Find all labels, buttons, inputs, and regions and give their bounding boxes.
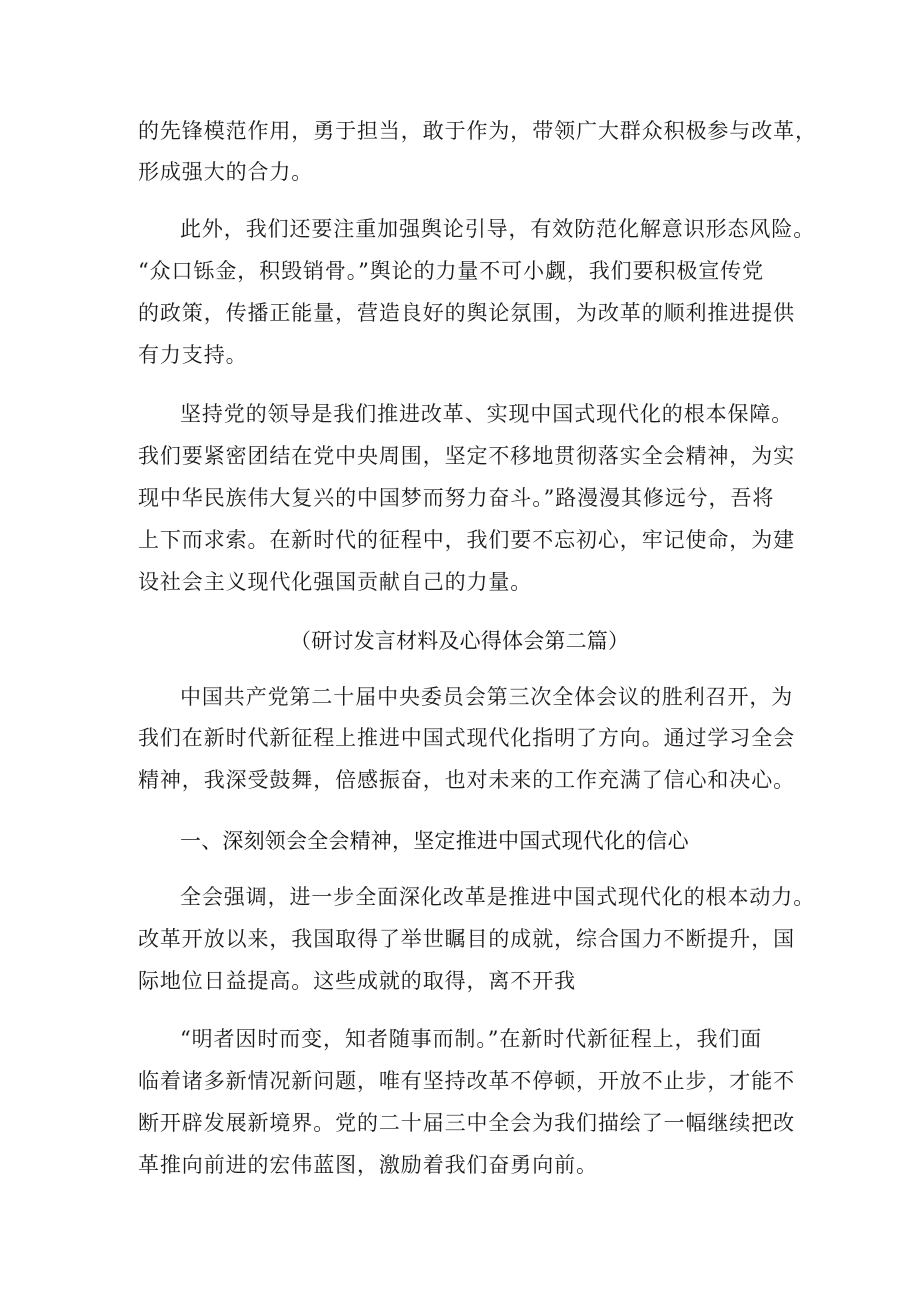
paragraph-3-line-2: 我们要紧密团结在党中央周围，坚定不移地贯彻落实全会精神，为实 <box>138 444 795 468</box>
paragraph-1-line-1: 的先锋模范作用，勇于担当，敢于作为，带领广大群众积极参与改革， <box>138 119 817 143</box>
paragraph-3-line-5: 设社会主义现代化强国贡献自己的力量。 <box>138 570 533 594</box>
paragraph-4-line-2: 我们在新时代新征程上推进中国式现代化指明了方向。通过学习全会 <box>138 726 795 750</box>
paragraph-4-line-1: 中国共产党第二十届中央委员会第三次全体会议的胜利召开，为 <box>180 685 794 709</box>
paragraph-1-line-2: 形成强大的合力。 <box>138 160 314 184</box>
paragraph-3-line-3: 现中华民族伟大复兴的中国梦而努力奋斗。”路漫漫其修远兮，吾将 <box>138 486 775 510</box>
paragraph-5-line-1: 全会强调，进一步全面深化改革是推进中国式现代化的根本动力。 <box>180 885 816 909</box>
paragraph-5-line-3: 际地位日益提高。这些成就的取得，离不开我 <box>138 969 576 993</box>
paragraph-2-line-4: 有力支持。 <box>138 343 248 367</box>
paragraph-2-line-1: 此外，我们还要注重加强舆论引导，有效防范化解意识形态风险。 <box>180 217 816 241</box>
paragraph-6-line-4: 革推向前进的宏伟蓝图，激励着我们奋勇向前。 <box>138 1153 598 1177</box>
section-heading-second-part: （研讨发言材料及心得体会第二篇） <box>290 629 630 653</box>
paragraph-6-line-3: 断开辟发展新境界。党的二十届三中全会为我们描绘了一幅继续把改 <box>138 1111 795 1135</box>
paragraph-4-line-3: 精神，我深受鼓舞，倍感振奋，也对未来的工作充满了信心和决心。 <box>138 768 795 792</box>
paragraph-3-line-4: 上下而求索。在新时代的征程中，我们要不忘初心，牢记使命，为建 <box>138 528 795 552</box>
paragraph-5-line-2: 改革开放以来，我国取得了举世瞩目的成就，综合国力不断提升，国 <box>138 927 795 951</box>
paragraph-2-line-2: “众口铄金，积毁销骨。”舆论的力量不可小觑，我们要积极宣传党 <box>138 259 764 283</box>
paragraph-6-line-2: 临着诸多新情况新问题，唯有坚持改革不停顿，开放不止步，才能不 <box>138 1069 795 1093</box>
paragraph-2-line-3: 的政策，传播正能量，营造良好的舆论氛围，为改革的顺利推进提供 <box>138 301 795 325</box>
paragraph-6-line-1: “明者因时而变，知者随事而制。”在新时代新征程上，我们面 <box>180 1027 763 1051</box>
paragraph-3-line-1: 坚持党的领导是我们推进改革、实现中国式现代化的根本保障。 <box>180 402 794 426</box>
section-heading-one: 一、深刻领会全会精神，坚定推进中国式现代化的信心 <box>180 829 689 853</box>
